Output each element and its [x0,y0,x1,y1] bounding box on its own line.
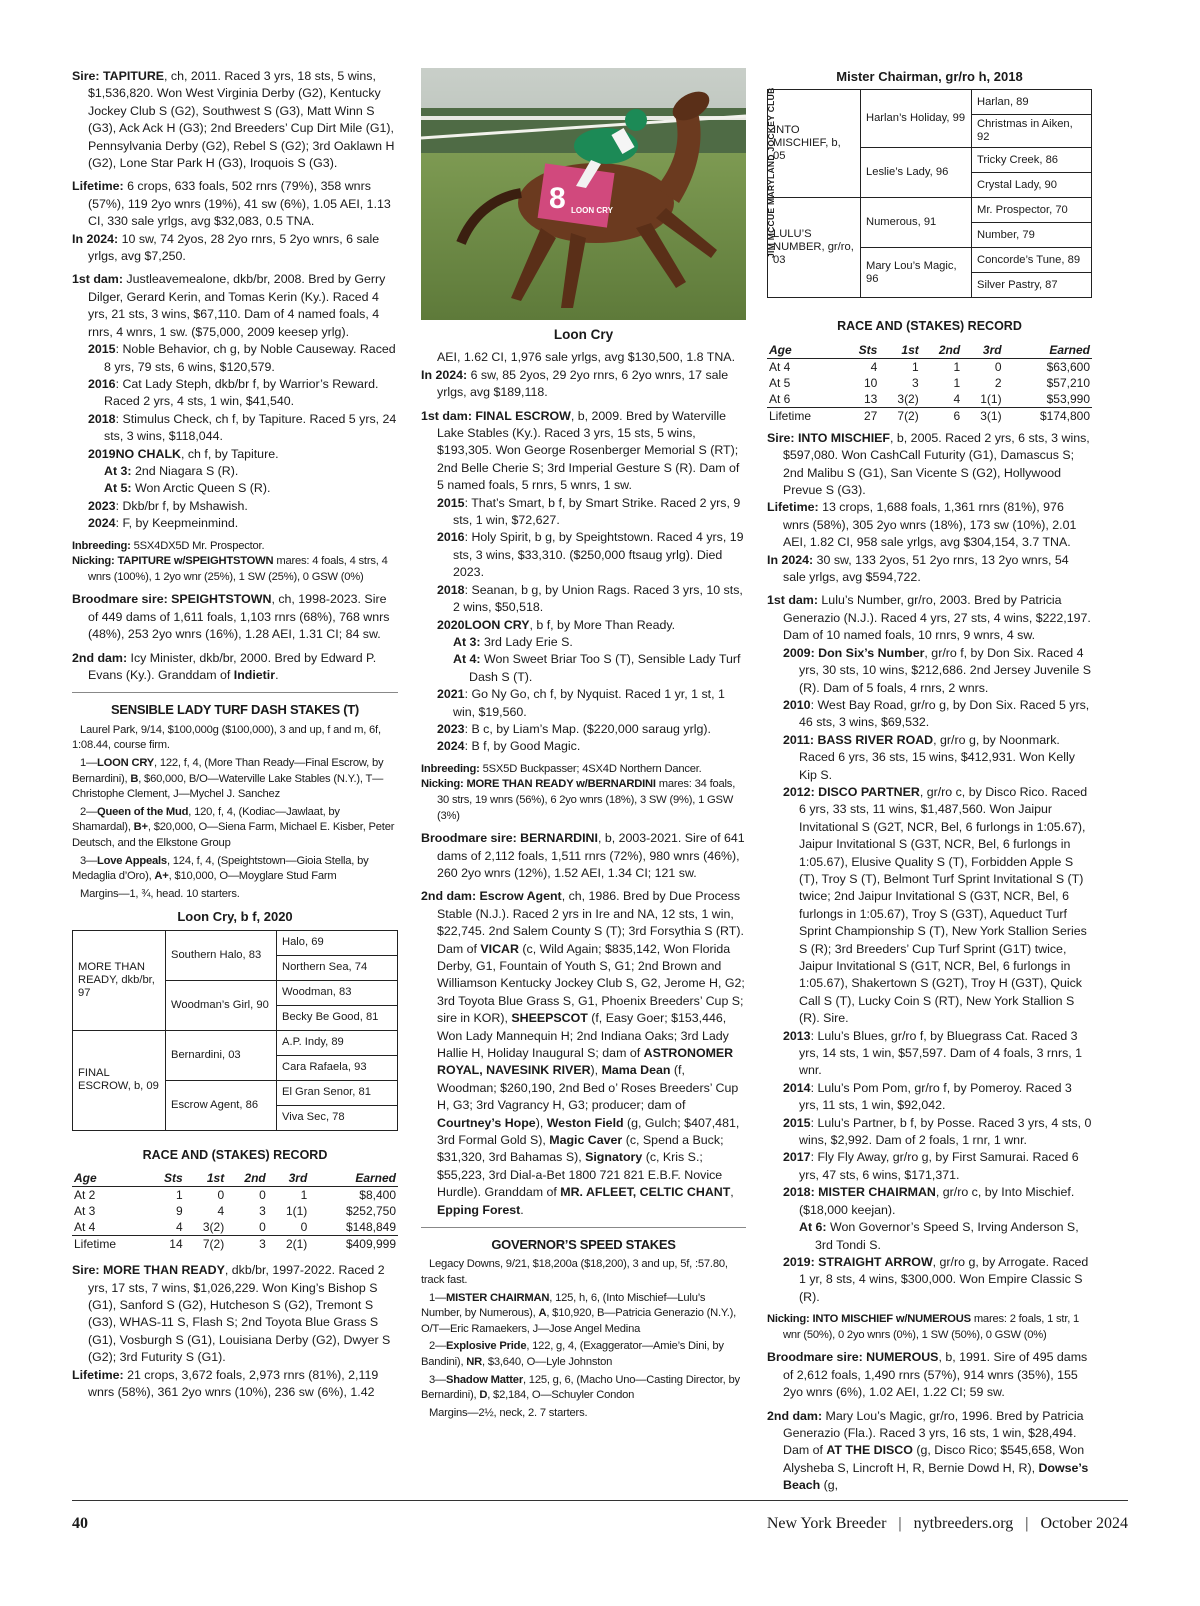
inbreeding-entry: Inbreeding: 5SX4DX5D Mr. Prospector. [72,539,265,552]
cell: $174,800 [1004,407,1092,424]
cell: 13 [863,391,878,406]
pedigree-ancestor: Mr. Prospector, 70 [972,198,1092,223]
second-dam-entry: 2nd dam: Mary Lou’s Magic, gr/ro, 1996. Bred by Patricia Generazio (Fla.). Raced 3 yrs, 16 sts, 1 win, $28,494. Dam of AT THE DISCO (g, Disco Rico; $545,658, Won Alysheba S, Lincroft H, R, Bernie Dowd H, R), Dowse’s Beach (g, [767,1408,1089,1493]
foal-entry: 2023: Dkb/br f, by Mshawish. [88,498,248,513]
col-header: 1st [879,342,920,359]
placing-3: 3—Love Appeals, 124, f, 4, (Speightstown—Gioia Stella, by Medaglia d’Oro), A+, $10,000, O—Moyglare Stud Farm [72,854,369,883]
col-header: 1st [185,1170,227,1187]
footer-publication [767,1515,1128,1533]
stakes-results [72,723,398,903]
in-2024-entry: In 2024: 6 sw, 85 2yos, 29 2yo rnrs, 6 2yo wnrs, 17 sale yrlgs, avg $189,118. [421,367,729,400]
margins: Margins—2½, neck, 2. 7 starters. [429,1406,588,1419]
pedigree-grandparent: Escrow Agent, 86 [166,1080,277,1130]
cell: 4 [175,1220,183,1235]
col-header: 3rd [268,1170,310,1187]
lifetime-continued: AEI, 1.62 CI, 1,976 sale yrlgs, avg $130,500, 1.8 TNA. [437,350,736,365]
lifetime-row [767,407,1092,424]
col-header: Sts [842,342,879,359]
foal-entry: 2024: F, by Keepmeinmind. [88,516,239,531]
cell: 1 [912,359,919,374]
col-header: Age [72,1170,147,1187]
cell: At 3 [74,1204,96,1219]
cell: 3(1) [962,407,1003,424]
placing-1: 1—MISTER CHAIRMAN, 125, h, 6, (Into Mischief—Lulu’s Number, by Numerous), A, $10,920, B—Patricia Generazio (N.Y.), O/T—Eric Ramaekers, J—Jose Angel Medina [421,1291,737,1335]
cell: 6 [921,407,962,424]
first-dam-entry: 1st dam: Lulu’s Number, gr/ro, 2003. Bred by Patricia Generazio (N.J.). Raced 4 yrs, 27 sts, 4 wins, $222,197. Dam of 10 named foals, 10 rnrs, 9 wnrs, 4 sw. [767,593,1091,643]
footer-separator: | [1025,1515,1029,1532]
pedigree-ancestor: Concorde’s Tune, 89 [972,248,1092,273]
broodmare-sire-entry: Broodmare sire: NUMEROUS, b, 1991. Sire of 495 dams of 2,612 foals, 1,490 rnrs (57%), 914 wnrs (35%), 155 2yo wnrs (6%), 1.02 AEI, 1.22 CI; 59 sw. [767,1350,1088,1400]
stakes-title: GOVERNOR’S SPEED STAKES [421,1227,746,1253]
foal-entry: 2024: B f, by Good Magic. [437,739,581,754]
column-2 [421,68,776,1423]
placing-1: 1—LOON CRY, 122, f, 4, (More Than Ready—Final Escrow, by Bernardini), B, $60,000, B/O—Waterville Lake Stables (N.Y.), T—Christophe Clement, J—Mychel J. Sanchez [72,756,384,801]
publication-site: nytbreeders.org [913,1515,1014,1532]
col-header: Earned [309,1170,398,1187]
foal-entry: 2009: Don Six’s Number, gr/ro f, by Don Six. Raced 4 yrs, 30 sts, 10 wins, $212,686. 2nd Jersey Juvenile S (R). Dam of 5 foals, 4 rnrs, 2 wnrs. [783,645,1092,695]
foal-entry: 2020LOON CRY, b f, by More Than Ready. [437,617,676,632]
saddle-cloth-label: LOON CRY [571,206,613,215]
col-header: Earned [1004,342,1092,359]
second-dam-entry: 2nd dam: Icy Minister, dkb/br, 2000. Bred by Edward P. Evans (Ky.). Granddam of Indietir. [72,650,377,682]
pedigree-ancestor: A.P. Indy, 89 [277,1030,398,1055]
cell: 3 [226,1236,268,1253]
sire-entry: Sire: INTO MISCHIEF, b, 2005. Raced 2 yrs, 6 sts, 3 wins, $597,080. Won CashCall Futurity (G1), Damascus S; 2nd Malibu S (G1), San Vicente S (G2), Hollywood Prevue S (G3). [767,430,1090,498]
pedigree-ancestor: Viva Sec, 78 [277,1105,398,1130]
foal-entry: 2016: Cat Lady Steph, dkb/br f, by Warrior’s Reward. Raced 2 yrs, 4 sts, 1 win, $41,540. [88,376,379,409]
nicking-entry: Nicking: MORE THAN READY w/BERNARDINI mares: 34 foals, 30 strs, 19 wnrs (56%), 6 2yo wnrs (18%), 3 SW (9%), 1 GSW (3%) [421,778,736,822]
pedigree-ancestor: Northern Sea, 74 [277,955,398,980]
pedigree-grandparent: Bernardini, 03 [166,1030,277,1080]
pedigree-ancestor: Tricky Creek, 86 [972,148,1092,173]
photo-caption: Loon Cry [553,327,614,342]
cell: 9 [175,1204,183,1219]
lifetime-entry: Lifetime: 6 crops, 633 foals, 502 rnrs (79%), 358 wnrs (57%), 119 2yo wnrs (19%), 41 sw (6%), 1.05 AEI, 1.13 CI, 330 sale yrlgs, avg $32,083, 0.5 TNA. [72,179,391,229]
table-row [72,1187,398,1204]
cell: 0 [259,1188,266,1203]
in-2024-entry: In 2024: 10 sw, 74 2yos, 28 2yo rnrs, 5 2yo wnrs, 6 sale yrlgs, avg $7,250. [72,231,380,264]
cell: 7(2) [185,1236,227,1253]
photo-credit: JIM MCCUE MARYLAND JOCKEY CLUB [766,87,776,258]
cell: 1 [953,375,961,390]
footer-separator: | [898,1515,902,1532]
stakes-intro: Legacy Downs, 9/21, $18,200a ($18,200), 3 and up, 5f, :57.80, track fast. [421,1258,728,1287]
inbreeding-entry: Inbreeding: 5SX5D Buckpasser; 4SX4D Northern Dancer. [421,762,702,775]
cell: Lifetime [767,407,842,424]
foal-entry: 2010: West Bay Road, gr/ro g, by Don Six. Raced 5 yrs, 46 sts, 3 wins, $69,532. [783,697,1090,730]
record-title: RACE AND (STAKES) RECORD [142,1147,328,1162]
table-row [767,391,1092,408]
foal-entry: 2012: DISCO PARTNER, gr/ro c, by Disco Rico. Raced 6 yrs, 33 sts, 11 wins, $1,487,560. Won Jaipur Invitational S (G2T, NCR, Bel, 6 furlongs in 1:05.67), Jaipur Invitational S (G3T, NCR, Bel, 6 furlongs in 1:05.67), Elusive Quality S (T), Forbidden Apple S (T), Troy S (T), Belmont Turf Sprint Invitational S (T) twice; 2nd Jaipur Invitational S (G3T, NCR, Bel, 6 furlongs in 1:05.67), Troy S (G3T), Aqueduct Turf Sprint Championship S (T), New York Stallion Series S (R); 3rd Breeders’ Cup Turf Sprint (G1T) twice, Jaipur Invitational S (G1T, NCR, Bel, 6 furlongs in 1:05.67), Shakertown S (G2T), Troy H (G3T), Quick Call S (T), Lucky Coin S (RT), New York Stallion S (R). Sire. [783,784,1088,1026]
cell: 10 [863,375,878,390]
broodmare-sire-entry: Broodmare sire: SPEIGHTSTOWN, ch, 1998-2023. Sire of 449 dams of 1,611 foals, 1,103 rnrs (68%), 768 wnrs (48%), 253 2yo wnrs (16%), 1.28 AEI, 1.31 CI; 84 sw. [72,592,390,642]
foal-entry: 2023: B c, by Liam’s Map. ($220,000 saraug yrlg). [437,721,711,736]
cell: 3(2) [897,391,919,406]
pedigree-grandparent: Harlan’s Holiday, 99 [861,90,972,148]
cell: At 5 [769,375,791,390]
cell: 1 [953,359,961,374]
pedigree-table [767,89,1092,298]
cell: 0 [259,1220,266,1235]
foal-at5: At 5: Won Arctic Queen S (R). [104,481,271,496]
column-3 [767,68,1092,1495]
cell: 7(2) [879,407,920,424]
pedigree-ancestor: Halo, 69 [277,930,398,955]
column-1 [72,68,398,1401]
lifetime-row [72,1236,398,1253]
cell: 3 [259,1204,266,1219]
cell: 2 [994,375,1002,390]
foal-entry: 2018: MISTER CHAIRMAN, gr/ro c, by Into Mischief. ($18,000 keejan). [783,1185,1075,1217]
pedigree-ancestor: Cara Rafaela, 93 [277,1055,398,1080]
pedigree-sire: MORE THAN READY, dkb/br, 97 [73,930,166,1030]
foal-at3: At 3: 2nd Niagara S (R). [104,463,239,478]
cell: 27 [842,407,879,424]
sire-entry-2: Sire: MORE THAN READY, dkb/br, 1997-2022. Raced 2 yrs, 17 sts, 7 wins, $1,026,229. Won King’s Bishop S (G1), Sanford S (G2), Hutcheson S (G2), Tremont S (G3), WHAS-11 S, Flash S; 2nd Toyota Blue Grass S (G1), Vosburgh S (G1), Louisiana Derby (G2), Dwyer S (G2); 3rd Futurity S (G1). [72,1263,391,1365]
second-dam-entry: 2nd dam: Escrow Agent, ch, 1986. Bred by Due Process Stable (N.J.). Raced 2 yrs in Ire and NA, 12 sts, 1 win, $22,745. 2nd Salem County S (T); 3rd Forsythia S (RT). Dam of VICAR (c, Wild Again; $835,142, Won Florida Derby, G1, Fountain of Youth S, G1; 2nd Brown and Williamson Kentucky Jockey Club S, G2, Jerome H, G2; 3rd Toyota Blue Grass S, G1, Phoenix Breeders’ Cup S; sire in KOR), SHEEPSCOT (f, Easy Goer; $153,446, Won Lady Mannequin H; 2nd Indiana Oaks; 3rd Lady Hallie H, Holiday Inaugural S; dam of ASTRONOMER ROYAL, NAVESINK RIVER), Mama Dean (f, Woodman; $260,190, 2nd Bed o’ Roses Breeders’ Cup H, G3; 3rd Vagrancy H, G3; producer; dam of Courtney’s Hope), Weston Field (g, Gulch; $407,481, 3rd Formal Gold S), Magic Caver (c, Spend a Buck; $31,320, 3rd Bahamas S), Signatory (c, Kris S.; $55,223, 3rd Dial-a-Bet 1800 721 821 E.B.F. Novice Hurdle). Granddam of MR. AFLEET, CELTIC CHANT, Epping Forest. [421,889,745,1217]
placing-3: 3—Shadow Matter, 125, g, 6, (Macho Uno—Casting Director, by Bernardini), D, $2,184, O—Schuyler Condon [421,1373,740,1402]
pedigree-grandparent: Leslie’s Lady, 96 [861,148,972,198]
pedigree-ancestor: Harlan, 89 [972,90,1092,115]
foal-entry: 2015: Lulu’s Partner, b f, by Posse. Raced 3 yrs, 4 sts, 0 wins, $2,992. Dam of 2 foals, 1 rnr, 1 wnr. [783,1115,1092,1148]
pedigree-grandparent: Woodman’s Girl, 90 [166,980,277,1030]
col-header: 3rd [962,342,1003,359]
pedigree-ancestor: Christmas in Aiken, 92 [972,115,1092,148]
cell: $409,999 [309,1236,398,1253]
pedigree-ancestor: Becky Be Good, 81 [277,1005,398,1030]
pedigree-grandparent: Mary Lou’s Magic, 96 [861,248,972,298]
stakes-results [421,1257,746,1421]
cell: At 4 [769,359,791,374]
cell: Lifetime [72,1236,147,1253]
cell: 0 [994,359,1002,374]
record-title: RACE AND (STAKES) RECORD [837,319,1022,334]
pedigree-ancestor: Number, 79 [972,223,1092,248]
pedigree-ancestor: Silver Pastry, 87 [972,273,1092,298]
first-dam-entry: 1st dam: FINAL ESCROW, b, 2009. Bred by Waterville Lake Stables (Ky.). Raced 3 yrs, 15 sts, 5 wins, $193,305. Won George Rosenberger Memorial S (RT); 2nd Belle Cherie S; 3rd Imperial Gesture S (R). Dam of 5 named foals, 5 rnrs, 5 wnrs, 1 sw. [421,408,740,493]
cell: $252,750 [345,1204,396,1219]
pedigree-title: Loon Cry, b f, 2020 [177,909,293,925]
stakes-intro: Laurel Park, 9/14, $100,000g ($100,000), 3 and up, f and m, 6f, 1:08.44, course firm. [72,723,381,752]
cell: At 6 [769,391,791,406]
pedigree-dam: FINAL ESCROW, b, 09 [73,1030,166,1130]
in-2024-entry: In 2024: 30 sw, 133 2yos, 51 2yo rnrs, 13 2yo wnrs, 54 sale yrlgs, avg $594,722. [767,552,1069,585]
nicking-entry: Nicking: INTO MISCHIEF w/NUMEROUS mares: 2 foals, 1 str, 1 wnr (50%), 0 2yo wnrs (0%), 1 SW (50%), 0 GSW (0%) [767,1313,1080,1341]
cell: 1 [175,1188,183,1203]
cell: 1 [300,1188,308,1203]
cell: $8,400 [359,1188,396,1203]
cell: $57,210 [1046,375,1090,390]
foal-entry: 2014: Lulu’s Pom Pom, gr/ro f, by Pomeroy. Raced 3 yrs, 11 sts, 1 win, $92,042. [783,1080,1072,1113]
cell: 0 [300,1220,308,1235]
cell: 4 [217,1204,225,1219]
foal-at4: At 4: Won Sweet Briar Too S (T), Sensible Lady Turf Dash S (T). [453,652,741,684]
foal-at3: At 3: 3rd Lady Erie S. [453,634,573,649]
cell: At 2 [74,1188,96,1203]
pedigree-title: Mister Chairman, gr/ro h, 2018 [836,69,1023,84]
col-header: 2nd [226,1170,268,1187]
pedigree-grandparent: Numerous, 91 [861,198,972,248]
sire-entry: Sire: TAPITURE, ch, 2011. Raced 3 yrs, 18 sts, 5 wins, $1,536,820. Won West Virginia Derby (G2), Kentucky Jockey Club S (G2), Southwest S (G3), Matt Winn S (G3), Ack Ack H (G3); 2nd Breeders’ Cup Dirt Mile (G1), Pennsylvania Derby (G2), Rebel S (G2); 3rd Oaklawn H (G2), Lone Star Park H (G3), Iroquois S (G3). [72,69,395,171]
foal-entry: 2019NO CHALK, ch f, by Tapiture. [88,446,279,461]
cell: 14 [147,1236,184,1253]
pedigree-grandparent: Southern Halo, 83 [166,930,277,980]
foal-entry: 2017: Fly Fly Away, gr/ro g, by First Samurai. Raced 6 yrs, 47 sts, 6 wins, $171,371. [783,1150,1079,1182]
placing-2: 2—Explosive Pride, 122, g, 4, (Exaggerator—Amie’s Dini, by Bandini), NR, $3,640, O—Lyle Johnston [421,1340,724,1369]
col-header: 2nd [921,342,962,359]
publication-issue: October 2024 [1040,1515,1128,1532]
cell: 4 [870,359,878,374]
cell: At 4 [74,1220,96,1235]
cell: 3 [912,375,919,390]
pedigree-dam: LULU’S NUMBER, gr/ro, 03 [768,198,861,298]
foal-entry: 2016: Holy Spirit, b g, by Speightstown. Raced 4 yrs, 19 sts, 3 wins, $33,310. ($250,000 ftsaug yrlg). Died 2023. [437,530,744,580]
first-dam-entry: 1st dam: Justleavemealone, dkb/br, 2008. Bred by Gerry Dilger, Gerard Kerin, and Tomas Kerin (Ky.). Raced 4 yrs, 21 sts, 3 wins, $67,110. Dam of 4 named foals, 4 rnrs, 4 wnrs, 1 sw. ($75,000, 2009 keesep yrlg). [72,272,386,339]
col-header: Age [767,342,842,359]
foal-entry: 2018: Stimulus Check, ch f, by Tapiture. Raced 5 yrs, 24 sts, 3 wins, $118,044. [88,411,397,444]
foal-entry: 2019: STRAIGHT ARROW, gr/ro g, by Arrogate. Raced 1 yr, 8 sts, 4 wins, $300,000. Won Empire Classic S (R). [783,1254,1089,1304]
cell: 3(2) [202,1220,225,1235]
cell: $148,849 [345,1220,396,1235]
horse-race-image [421,68,746,320]
foal-entry: 2015: That’s Smart, b f, by Smart Strike. Raced 2 yrs, 9 sts, 1 win, $72,627. [437,495,741,528]
cell: 2(1) [268,1236,310,1253]
col-header: Sts [147,1170,184,1187]
foal-entry: 2011: BASS RIVER ROAD, gr/ro g, by Noonmark. Raced 6 yrs, 36 sts, 15 wins, $412,931. Won Kelly Kip S. [783,732,1075,782]
table-row [767,375,1092,391]
broodmare-sire-entry: Broodmare sire: BERNARDINI, b, 2003-2021. Sire of 641 dams of 2,112 foals, 1,511 rnrs (72%), 980 wnrs (46%), 260 2yo wnrs (12%), 1.52 AEI, 1.34 CI; 121 sw. [421,831,745,880]
placing-2: 2—Queen of the Mud, 120, f, 4, (Kodiac—Jawlaat, by Shamardal), B+, $20,000, O—Siena Farm, Michael E. Kisber, Peter Deutsch, and the Elkstone Group [72,805,395,849]
cell: 4 [953,391,961,406]
cell: $63,600 [1046,359,1090,374]
table-row [72,1203,398,1219]
stakes-title: SENSIBLE LADY TURF DASH STAKES (T) [72,692,398,718]
foal-at6: At 6: Won Governor’s Speed S, Irving Anderson S, 3rd Tondi S. [799,1220,1079,1252]
cell: $53,990 [1046,391,1090,406]
pedigree-ancestor: El Gran Senor, 81 [277,1080,398,1105]
margins: Margins—1, ¾, head. 10 starters. [80,887,240,900]
foal-entry: 2021: Go Ny Go, ch f, by Nyquist. Raced 1 yr, 1 st, 1 win, $19,560. [437,687,725,719]
foal-entry: 2013: Lulu’s Blues, gr/ro f, by Bluegrass Cat. Raced 3 yrs, 14 sts, 1 win, $57,597. Dam of 4 foals, 3 rnrs, 1 wnr. [783,1028,1083,1078]
table-row [72,1219,398,1236]
cell: 0 [217,1188,225,1203]
foal-entry: 2018: Seanan, b g, by Union Rags. Raced 3 yrs, 10 sts, 2 wins, $50,518. [437,582,743,615]
publication-name: New York Breeder [766,1515,887,1532]
lifetime-entry-2: Lifetime: 21 crops, 3,672 foals, 2,973 rnrs (81%), 2,119 wnrs (58%), 361 2yo wnrs (10%), 236 sw (6%), 1.42 [72,1367,379,1399]
cell: 1(1) [980,391,1002,406]
footer-rule [72,1500,1128,1501]
saddle-number-icon: 8 [549,182,566,215]
pedigree-ancestor: Crystal Lady, 90 [972,173,1092,198]
race-photo [421,68,746,320]
foal-entry: 2015: Noble Behavior, ch g, by Noble Causeway. Raced 8 yrs, 79 sts, 6 wins, $120,579. [88,342,396,374]
nicking-entry: Nicking: TAPITURE w/SPEIGHTSTOWN mares: 4 foals, 4 strs, 4 wnrs (100%), 1 2yo wnr (25%), 1 SW (25%), 0 GSW (0%) [72,555,388,583]
lifetime-entry: Lifetime: 13 crops, 1,688 foals, 1,361 rnrs (81%), 976 wnrs (58%), 305 2yo wnrs (18%), 173 sw (10%), 2.01 AEI, 1.82 CI, 958 sale yrlgs, avg $304,154, 3.7 TNA. [767,500,1077,550]
pedigree-sire: INTO MISCHIEF, b, 05 [768,90,861,198]
pedigree-ancestor: Woodman, 83 [277,980,398,1005]
race-record-table [72,1170,398,1252]
table-row [767,358,1092,375]
cell: 1(1) [285,1204,308,1219]
pedigree-table [72,930,398,1131]
race-record-table [767,342,1092,424]
page-number: 40 [72,1515,88,1532]
